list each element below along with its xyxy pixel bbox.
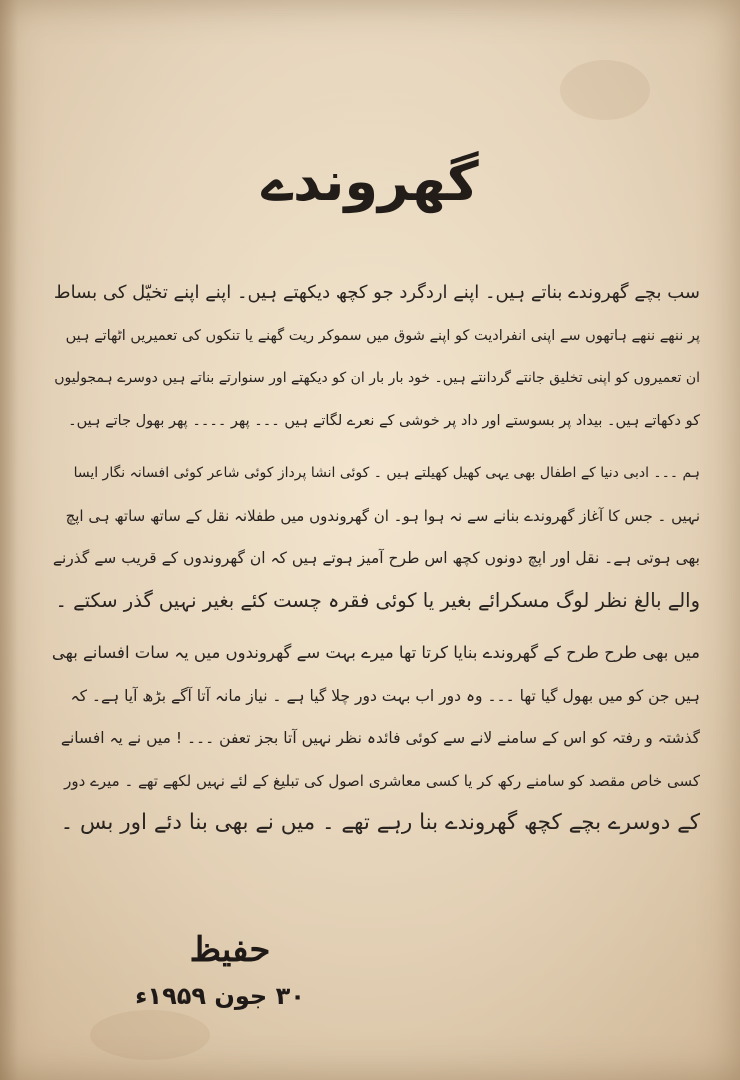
- preface-body: [52, 272, 700, 855]
- text-line: ان تعمیروں کو اپنی تخلیق جانتے گردانتے ہیں۔ خود بار بار ان کو دیکھتے اور سنوارتے بناتے ہیں دوسرے ہمجولیوں: [54, 370, 700, 386]
- text-line: کو دکھاتے ہیں۔ بیداد پر بسوستے اور داد پر خوشی کے نعرے لگاتے ہیں ۔۔۔ پھر ۔۔۔۔ پھر بھول جاتے ہیں۔: [68, 412, 700, 429]
- paragraph: [52, 272, 700, 442]
- text-line: ہم ۔۔۔ ادبی دنیا کے اطفال بھی یہی کھیل کھیلتے ہیں ۔ کوئی انشا پرداز کوئی شاعر کوئی افسانہ نگار ایسا: [73, 465, 700, 481]
- text-line: بھی ہوتی ہے۔ نقل اور اپچ دونوں کچھ اس طرح آمیز ہوتے ہیں کہ ان گھروندوں کے قریب سے گذرنے: [52, 549, 700, 567]
- text-line: کسی خاص مقصد کو سامنے رکھ کر یا کسی معاشری اصول کی تبلیغ کے لئے نہیں لکھے تھے ۔ میرے دور: [64, 771, 700, 790]
- text-line: گذشتہ و رفتہ کو اس کے سامنے لانے سے کوئی فائدہ نظر نہیں آتا بجز تعفن ۔۔۔ ! میں نے یہ افسانے: [60, 729, 700, 747]
- text-line: ہیں جن کو میں بھول گیا تھا ۔۔۔ وہ دور اب بہت دور چلا گیا ہے ۔ نیاز مانہ آتا آگے بڑھ آیا ہے۔ کہ: [70, 686, 700, 705]
- text-line: کے دوسرے بچے کچھ گھروندے بنا رہے تھے ۔ میں نے بھی بنا دئے اور بس ۔: [60, 810, 700, 835]
- text-line: سب بچے گھروندے بناتے ہیں۔ اپنے اردگرد جو کچھ دیکھتے ہیں۔ اپنے اپنے تخیّل کی بساط: [53, 282, 700, 303]
- paper-stain: [90, 1010, 210, 1060]
- text-line: والے بالغ نظر لوگ مسکرائے بغیر یا کوئی فقرہ چست کئے بغیر نہیں گذر سکتے ۔: [55, 588, 700, 612]
- signature-date: ۳۰ جون ۱۹۵۹ء: [135, 982, 305, 1010]
- paper-stain: [560, 60, 650, 120]
- text-line: میں بھی طرح طرح کے گھروندے بنایا کرتا تھا میرے بہت سے گھروندوں میں یہ سات افسانے بھی: [52, 643, 700, 662]
- author-signature: حفیظ: [189, 930, 271, 970]
- text-line: نہیں ۔ جس کا آغاز گھروندے بنانے سے نہ ہوا ہو۔ ان گھروندوں میں طفلانہ نقل کے ساتھ ساتھ ہی اپچ: [65, 506, 700, 525]
- page-title: گھروندے: [261, 150, 479, 213]
- text-line: پر ننھے ننھے ہاتھوں سے اپنی انفرادیت کو اپنے شوق میں سموکر ریت گھنے یا تنکوں کی تعمیریں اٹھاتے ہیں: [65, 327, 700, 344]
- paragraph: [52, 632, 700, 845]
- paragraph: [52, 452, 700, 622]
